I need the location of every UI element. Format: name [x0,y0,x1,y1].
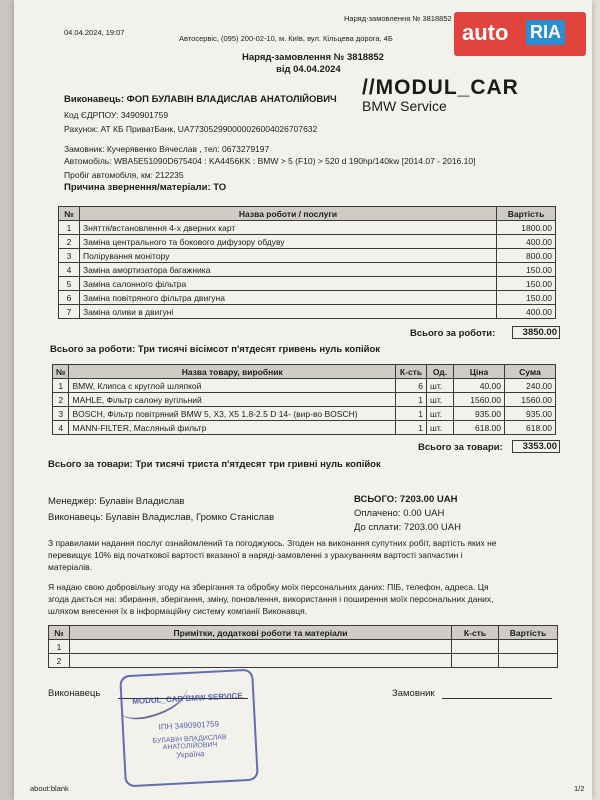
row-name: Заміна амортизатора багажника [80,263,497,277]
row-name: BOSCH, Фільтр повітряний BMW 5, X3, X5 1.8-2.5 D 14- (вир-во BOSCH) [69,407,396,421]
row-qty [452,640,499,654]
executors-line: Виконавець: Булавін Владислав, Громко Станіслав [48,512,275,523]
row-price: 400.00 [497,305,556,319]
table-row [59,235,556,249]
works-total-words: Всього за роботи: Три тисячі вісімсот п'ятдесят гривень нуль копійок [50,344,381,355]
row-name: Зняття/встановлення 4-х дверних карт [80,221,497,235]
executor-edrpou: Код ЄДРПОУ: 3490901759 [64,110,169,120]
row-no: 1 [49,640,70,654]
row-qty: 6 [396,379,427,393]
row-no: 6 [59,291,80,305]
top-order-number: Наряд-замовлення № 3818852 [344,14,452,23]
row-no: 2 [49,654,70,668]
stamp-line2: ІПН 3490901759 [158,719,220,732]
autoria-watermark [454,12,586,56]
row-sum: 1560.00 [505,393,556,407]
row-price: 400.00 [497,235,556,249]
row-no: 1 [59,221,80,235]
order-title: Наряд-замовлення № 3818852 [242,52,384,63]
works-header-row [59,207,556,221]
row-sum: 618.00 [505,421,556,435]
works-col-no: № [59,207,80,221]
table-row [59,221,556,235]
table-row [49,640,558,654]
row-no: 1 [53,379,69,393]
row-name: Заміна повітряного фільтра двигуна [80,291,497,305]
notes-col-name: Примітки, додаткові роботи та матеріали [70,626,452,640]
row-sum: 935.00 [505,407,556,421]
executor-account: Рахунок: АТ КБ ПриватБанк, UA773052990000026004026707632 [64,124,318,134]
row-price: 1560.00 [454,393,505,407]
row-name: Полірування монітору [80,249,497,263]
table-row [59,305,556,319]
customer-signature-line [442,698,552,699]
order-date: від 04.04.2024 [276,64,341,75]
goods-col-qty: К-сть [396,365,427,379]
row-name: Заміна центрального та бокового дифузору обдуву [80,235,497,249]
row-qty: 1 [396,393,427,407]
row-unit: шт. [427,407,454,421]
footer-page: 1/2 [574,784,585,793]
goods-total-value: 3353.00 [512,440,560,453]
manager-line: Менеджер: Булавін Владислав [48,496,185,507]
row-price [499,654,558,668]
row-qty [452,654,499,668]
company-stamp [119,669,259,788]
works-total-label: Всього за роботи: [410,328,496,339]
executor-signature-label: Виконавець [48,688,101,699]
table-row [53,407,556,421]
table-row [53,393,556,407]
terms-p2-line1: Я надаю свою добровільну згоду на зберігання та обробку моїх персональних даних: ПІБ, телефон, адреса. Ця [48,582,489,592]
row-name [70,640,452,654]
row-no: 4 [59,263,80,277]
goods-col-no: № [53,365,69,379]
row-name: Заміна салонного фільтра [80,277,497,291]
notes-header-row [49,626,558,640]
logo-main-text: //MODUL_CAR [362,76,519,99]
row-qty: 1 [396,407,427,421]
modul-car-logo [362,76,519,114]
watermark-auto-text: auto [462,20,509,45]
table-row [53,379,556,393]
customer-signature-label: Замовник [392,688,435,699]
table-row [59,249,556,263]
car-line: Автомобіль: WBA5E51090D675404 : KA4456KK : BMW > 5 (F10) > 520 d 190hp/140kw [2014.07 - 2016.10] [64,156,476,166]
goods-col-unit: Од. [427,365,454,379]
row-name: BMW, Клипса с круглой шляпкой [69,379,396,393]
notes-col-no: № [49,626,70,640]
row-no: 7 [59,305,80,319]
terms-p1-line2: перевищує 10% від початкової вартості вказаної в наряді-замовленні з урахуванням вартості запчастин і [48,550,463,560]
table-row [59,263,556,277]
grand-total: ВСЬОГО: 7203.00 UAH [354,494,458,505]
row-name: Заміна оливи в двигуні [80,305,497,319]
goods-total-words: Всього за товари: Три тисячі триста п'ятдесят три гривні нуль копійок [48,459,381,470]
goods-header-row [53,365,556,379]
customer-line: Замовник: Кучерявенко Вячеслав , тел: 0673279197 [64,144,270,154]
row-price: 935.00 [454,407,505,421]
paid-amount: Оплачено: 0.00 UAH [354,508,445,519]
works-total-value: 3850.00 [512,326,560,339]
row-no: 2 [53,393,69,407]
row-no: 5 [59,277,80,291]
notes-col-qty: К-сть [452,626,499,640]
row-name: MAHLE, Фільтр салону вугільний [69,393,396,407]
row-sum: 240.00 [505,379,556,393]
mileage-line: Пробіг автомобіля, км: 212235 [64,170,184,180]
stamp-line3: БУЛАВІН ВЛАДИСЛАВ АНАТОЛІЙОВИЧ [152,734,227,752]
row-price: 800.00 [497,249,556,263]
row-no: 4 [53,421,69,435]
service-address: Автосервіс, (095) 200-02-10, м. Київ, вул. Кільцева дорога, 4Б [179,34,393,43]
logo-sub-text: BMW Service [362,98,447,114]
terms-p2-line3: шляхом внесення їх в інформаційну систему компанії Виконавця. [48,606,308,616]
notes-col-price: Вартість [499,626,558,640]
row-price: 150.00 [497,263,556,277]
table-row [59,291,556,305]
row-name: MANN-FILTER, Масляный фильтр [69,421,396,435]
works-col-price: Вартість [497,207,556,221]
row-qty: 1 [396,421,427,435]
row-name [70,654,452,668]
stamp-line1: MODUL_CAR BMW SERVICE [132,691,243,706]
row-unit: шт. [427,393,454,407]
row-no: 3 [53,407,69,421]
terms-p2-line2: згода дається на: збирання, зберігання, зміну, поновлення, використання і поширення моїх персональних даних, [48,594,494,604]
row-price: 618.00 [454,421,505,435]
row-no: 2 [59,235,80,249]
row-unit: шт. [427,379,454,393]
executor-name: Виконавець: ФОП БУЛАВІН ВЛАДИСЛАВ АНАТОЛІЙОВИЧ [64,94,337,105]
table-row [49,654,558,668]
works-col-name: Назва роботи / послуги [80,207,497,221]
notes-table [48,625,558,668]
terms-p1-line3: матеріалів. [48,562,92,572]
footer-left: about:blank [30,784,69,793]
works-table [58,206,556,319]
row-price [499,640,558,654]
table-row [53,421,556,435]
goods-total-label: Всього за товари: [418,442,503,453]
stamp-line4: Україна [176,749,205,760]
print-datetime: 04.04.2024, 19:07 [64,28,125,37]
document-page [14,0,592,800]
row-price: 150.00 [497,277,556,291]
row-price: 1800.00 [497,221,556,235]
reason-line: Причина звернення/матеріали: ТО [64,182,227,193]
watermark-ria-text: RIA [526,20,565,45]
goods-col-sum: Сума [505,365,556,379]
goods-col-price: Ціна [454,365,505,379]
row-price: 40.00 [454,379,505,393]
goods-table [52,364,556,435]
goods-col-name: Назва товару, виробник [69,365,396,379]
row-unit: шт. [427,421,454,435]
table-row [59,277,556,291]
row-no: 3 [59,249,80,263]
terms-p1-line1: З правилами надання послуг ознайомлений та погоджуюсь. Згоден на виконання супутних робіт, вартість яких не [48,538,497,548]
due-amount: До сплати: 7203.00 UAH [354,522,461,533]
row-price: 150.00 [497,291,556,305]
